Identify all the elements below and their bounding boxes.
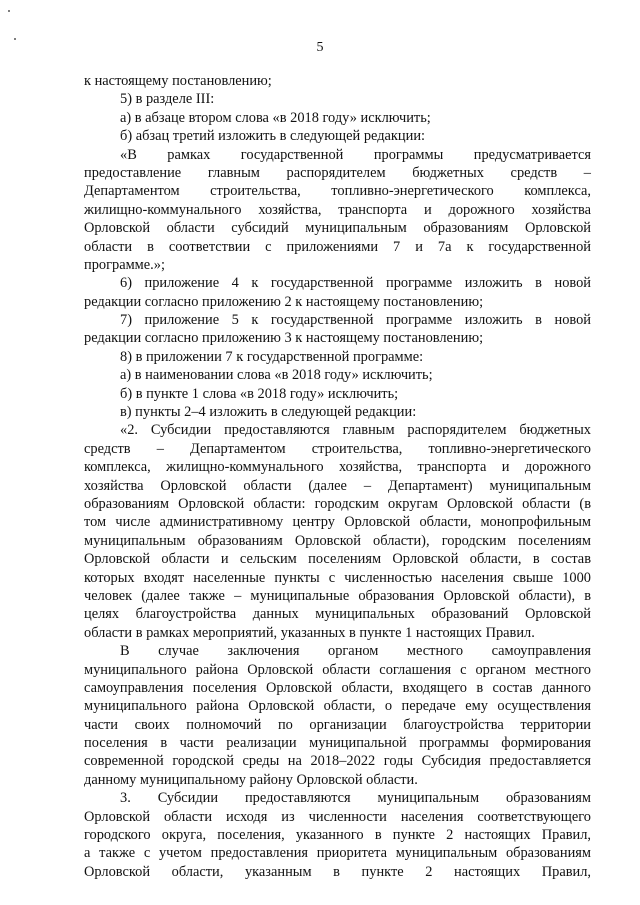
text-line: в) пункты 2–4 изложить в следующей редакции:	[120, 404, 417, 421]
text-line: 5) в разделе III:	[120, 91, 215, 108]
text-line: б) абзац третий изложить в следующей редакции:	[120, 128, 426, 145]
text-line: к настоящему постановлению;	[84, 73, 272, 89]
text-line: 7) приложение 5 к государственной программе изложить в новой	[120, 312, 591, 329]
text-line: поселения в части реализации муниципальной программы формирования	[84, 735, 591, 752]
text-line: области в рамках мероприятий, указанных в пункте 1 настоящих Правил.	[84, 624, 535, 641]
text-line: самоуправления поселения Орловской области, входящего в состав данного	[84, 679, 591, 696]
text-line: муниципального района Орловской области соглашения с органом местного	[84, 661, 591, 678]
text-line: образованиям Орловской области: городским округам Орловской области (в	[84, 495, 591, 512]
text-line: «2. Субсидии предоставляются главным распорядителем бюджетных	[120, 422, 591, 439]
text-line: современной городской среды на 2018–2022 годы Субсидия предоставляется	[84, 753, 591, 770]
text-line: редакции согласно приложению 2 к настоящему постановлению;	[84, 293, 484, 310]
text-line: муниципального района Орловской области, о передаче ему осуществления	[84, 698, 591, 715]
text-line: целях благоустройства данных муниципальных образований Орловской	[84, 606, 591, 623]
text-line: а) в наименовании слова «в 2018 году» исключить;	[120, 367, 433, 384]
text-line: В случае заключения органом местного самоуправления	[120, 643, 591, 660]
text-line: предоставление главным распорядителем бюджетных средств –	[84, 164, 591, 181]
text-line: Орловской области и сельским поселениям Орловской области, в состав	[84, 551, 591, 568]
text-line: человек (далее также – муниципальные образования Орловской области), в	[84, 587, 591, 604]
text-line: 6) приложение 4 к государственной программе изложить в новой	[120, 275, 591, 292]
text-line: программе.»;	[84, 256, 165, 273]
text-line: «В рамках государственной программы предусматривается	[120, 146, 591, 163]
text-line: том числе административному центру Орловской области, монопрофильным	[84, 514, 591, 531]
text-line: Орловской области субсидий муниципальным образованиям Орловской	[84, 220, 591, 237]
text-line: средств – Департаментом строительства, топливно-энергетического	[84, 440, 591, 457]
text-line: муниципальным образованиям Орловской области), городским поселениям	[84, 532, 591, 549]
text-line: б) в пункте 1 слова «в 2018 году» исключить;	[120, 385, 399, 402]
text-line: данному муниципальному району Орловской области.	[84, 771, 418, 788]
text-line: комплекса, жилищно-коммунального хозяйства, транспорта и дорожного	[84, 459, 591, 476]
text-line: городского округа, поселения, указанного в пункте 2 настоящих Правил,	[84, 827, 591, 844]
text-line: 3. Субсидии предоставляются муниципальным образованиям	[120, 790, 591, 807]
text-line: области в соответствии с приложениями 7 и 7а к государственной	[84, 238, 591, 255]
text-line: редакции согласно приложению 3 к настоящему постановлению;	[84, 330, 484, 347]
text-line: а) в абзаце втором слова «в 2018 году» исключить;	[120, 109, 431, 126]
scan-artifact-dot	[8, 10, 10, 12]
page-number: 5	[316, 40, 324, 55]
text-line: хозяйства Орловской области (далее – Департамент) муниципальным	[84, 477, 591, 494]
text-line: 8) в приложении 7 к государственной программе:	[120, 348, 424, 365]
document-body	[84, 72, 591, 881]
text-line: Департаментом строительства, топливно-энергетического комплекса,	[84, 183, 591, 200]
text-line: Орловской области исходя из численности населения соответствующего	[84, 808, 591, 825]
text-line: жилищно-коммунального хозяйства, транспорта и дорожного хозяйства	[84, 201, 591, 218]
text-line: а также с учетом предоставления приоритета муниципальным образованиям	[84, 845, 591, 862]
text-line: которых входят населенные пункты с численностью населения свыше 1000	[84, 569, 591, 586]
text-line: Орловской области, указанным в пункте 2 настоящих Правил,	[84, 863, 591, 880]
text-line: части своих полномочий по организации благоустройства территории	[84, 716, 591, 733]
